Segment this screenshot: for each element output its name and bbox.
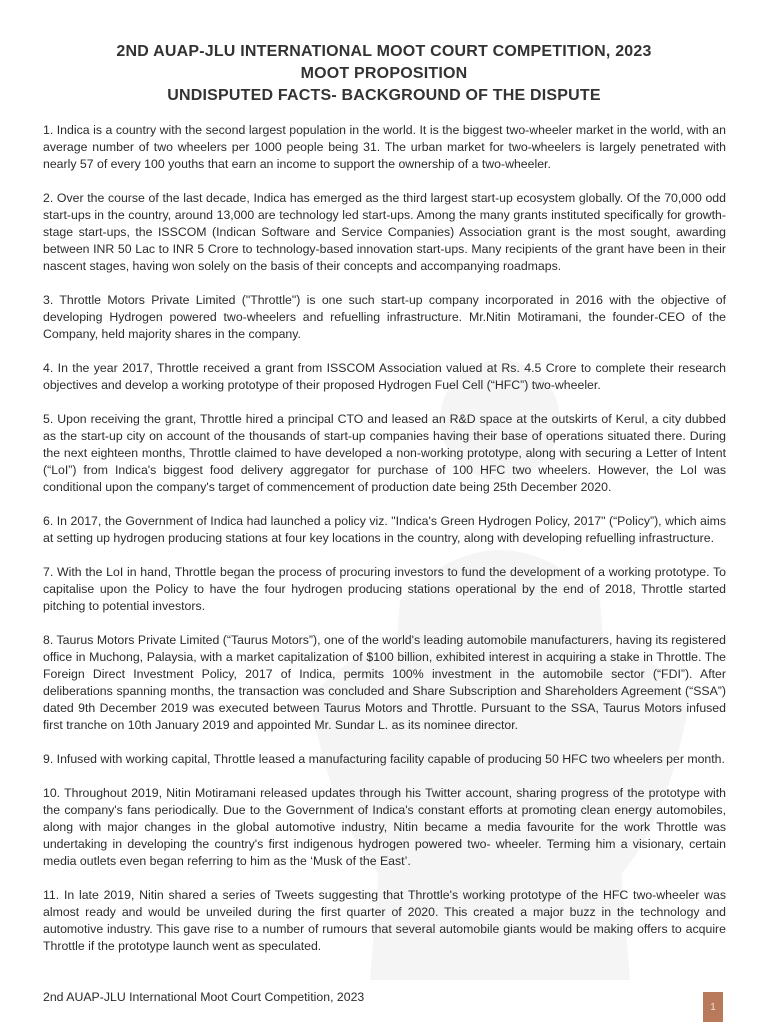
paragraph-2: 2. Over the course of the last decade, Indica has emerged as the third largest start-up ecosystem globally. Of the 70,000 odd start-ups in the country, around 13,000 are technology led start-ups. Among the many grants instituted specifically for growth-stage start-ups, the ISSCOM (Indican Software and Service Companies) Association grant is the most sought, awarding between INR 50 Lac to INR 5 Crore to technology-based innovation start-ups. Many recipients of the grant have been in their nascent stages, having won solely on the basis of their concepts and accompanying roadmaps. (43, 191, 726, 273)
section-title: UNDISPUTED FACTS- BACKGROUND OF THE DISPUTE (167, 87, 601, 104)
paragraph-4: 4. In the year 2017, Throttle received a grant from ISSCOM Association valued at Rs. 4.5 Crore to complete their research objectives and develop a working prototype of their proposed Hydrogen Fuel Cell (“HFC”) two-wheeler. (43, 361, 726, 392)
paragraph-9: 9. Infused with working capital, Throttle leased a manufacturing facility capable of producing 50 HFC two wheelers per month. (43, 752, 725, 766)
document-header (0, 41, 768, 107)
paragraph-3: 3. Throttle Motors Private Limited ("Throttle") is one such start-up company incorporated in 2016 with the objective of developing Hydrogen powered two-wheelers and refuelling infrastructure. Mr.Nitin Motiramani, the founder-CEO of the Company, held majority shares in the company. (43, 293, 726, 341)
paragraph-6: 6. In 2017, the Government of Indica had launched a policy viz. "Indica's Green Hydrogen Policy, 2017" (“Policy”), which aims at setting up hydrogen producing stations at four key locations in the country, along with developing refuelling infrastructure. (43, 514, 726, 545)
paragraph-1: 1. Indica is a country with the second largest population in the world. It is the biggest two-wheeler market in the world, with an average number of two wheelers per 1000 people being 31. The urban market for two-wheelers is largely penetrated with nearly 57 of every 100 youths that earn an income to support the ownership of a two-wheeler. (43, 123, 726, 171)
page-number-badge: 1 (703, 992, 723, 1022)
paragraph-11: 11. In late 2019, Nitin shared a series of Tweets suggesting that Throttle's working prototype of the HFC two-wheeler was almost ready and would be unveiled during the first quarter of 2020. This created a major buzz in the technology and automotive industry. This gave rise to a number of rumours that several automobile giants would be making offers to acquire Throttle if the prototype launch went as speculated. (43, 888, 726, 953)
paragraph-8: 8. Taurus Motors Private Limited (“Taurus Motors”), one of the world's leading automobile manufacturers, having its registered office in Muchong, Palaysia, with a market capitalization of $100 billion, exhibited interest in acquiring a stake in Throttle. The Foreign Direct Investment Policy, 2017 of Indica, permits 100% investment in the automobile sector (“FDI”). After deliberations spanning months, the transaction was concluded and Share Subscription and Shareholders Agreement (“SSA”) dated 9th December 2019 was executed between Taurus Motors and Throttle. Pursuant to the SSA, Taurus Motors infused first tranche on 10th January 2019 and appointed Mr. Sundar L. as its nominee director. (43, 633, 726, 732)
proposition-title: MOOT PROPOSITION (300, 65, 468, 82)
competition-title: 2ND AUAP-JLU INTERNATIONAL MOOT COURT COMPETITION, 2023 (116, 43, 652, 60)
document-body (43, 122, 726, 972)
paragraph-10: 10. Throughout 2019, Nitin Motiramani released updates through his Twitter account, sharing progress of the prototype with the company's fans periodically. Due to the Government of Indica's constant efforts at promoting clean energy automobiles, along with major changes in the global automotive industry, Nitin became a media favourite for the work Throttle was undertaking in developing the country's first indigenous hydrogen powered two- wheeler. Terming him a visionary, certain media outlets even began referring to him as the ‘Musk of the East’. (43, 786, 726, 868)
footer-text: 2nd AUAP-JLU International Moot Court Competition, 2023 (43, 990, 365, 1004)
paragraph-5: 5. Upon receiving the grant, Throttle hired a principal CTO and leased an R&D space at the outskirts of Kerul, a city dubbed as the start-up city on account of the thousands of start-up companies having their base of operations situated there. During the next eighteen months, Throttle claimed to have developed a non-working prototype, along with securing a Letter of Intent (“LoI”) from Indica's biggest food delivery aggregator for purchase of 100 HFC two wheelers. However, the LoI was conditional upon the company's target of commencement of production date being 25th December 2020. (43, 412, 726, 494)
paragraph-7: 7. With the LoI in hand, Throttle began the process of procuring investors to fund the development of a working prototype. To capitalise upon the Policy to have the four hydrogen producing stations operational by the end of 2018, Throttle started pitching to potential investors. (43, 565, 726, 613)
